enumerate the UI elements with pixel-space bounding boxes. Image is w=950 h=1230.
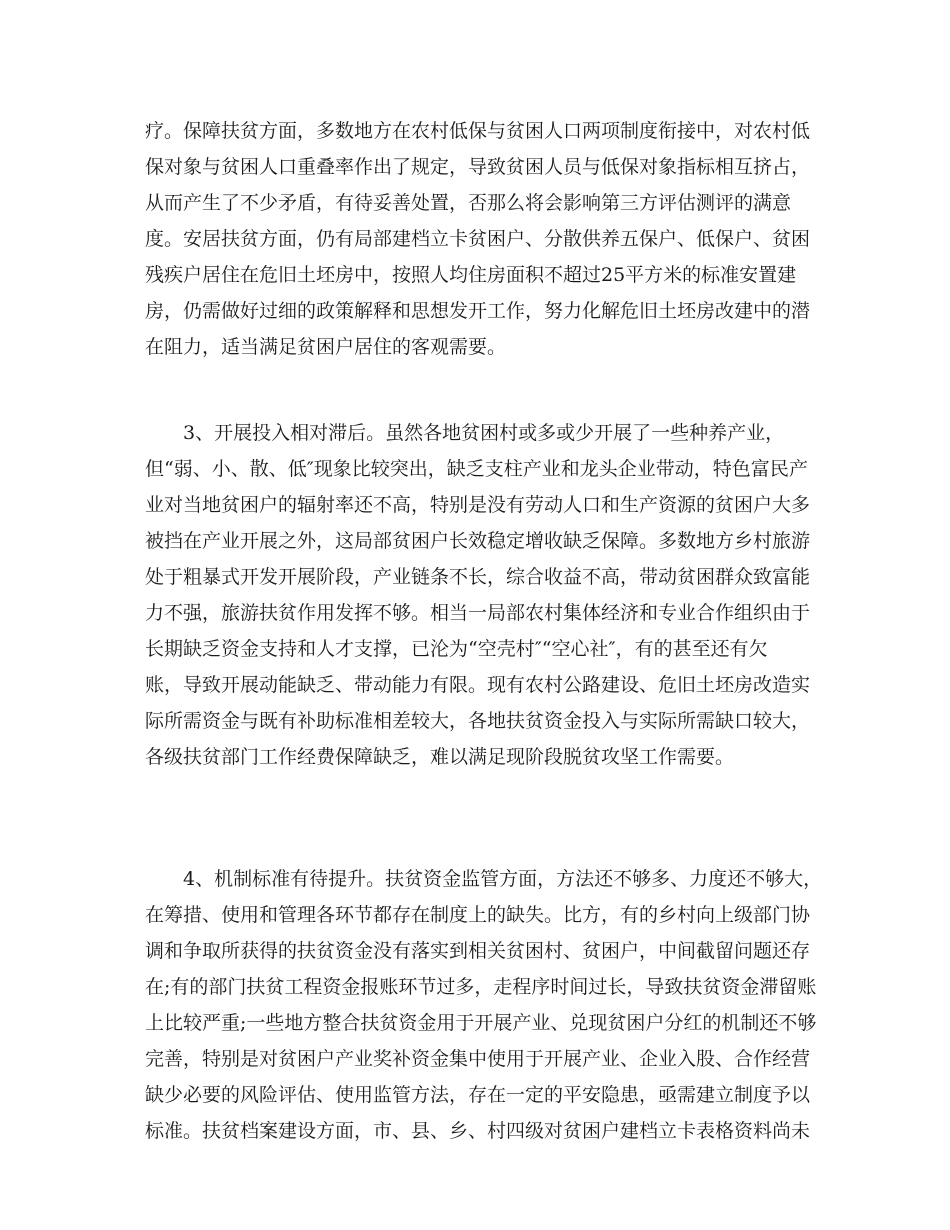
text-line: 在筹措、使用和管理各环节都存在制度上的缺失。比方，有的乡村向上级部门协 (145, 904, 811, 926)
paragraph-investment (145, 415, 815, 775)
text-line: 力不强，旅游扶贫作用发挥不够。相当一局部农村集体经济和专业合作组织由于 (145, 602, 811, 624)
text-line-first: 4、机制标准有待提升。扶贫资金监管方面，方法还不够多、力度还不够大， (183, 868, 823, 890)
paragraph-security-housing (145, 113, 815, 365)
text-line-first: 3、开展投入相对滞后。虽然各地贫困村或多或少开展了一些种养产业， (183, 422, 785, 444)
text-line: 长期缺乏资金支持和人才支撑，已沦为“空壳村″“空心社″，有的甚至还有欠 (145, 638, 768, 660)
text-line: 各级扶贫部门工作经费保障缺乏，难以满足现阶段脱贫攻坚工作需要。 (145, 746, 735, 768)
text-line: 在阻力，适当满足贫困户居住的客观需要。 (145, 336, 507, 358)
text-line: 但“弱、小、散、低″现象比较突出，缺乏支柱产业和龙头企业带动，特色富民产 (145, 458, 808, 480)
text-line: 从而产生了不少矛盾，有待妥善处置，否那么将会影响第三方评估测评的满意 (145, 192, 792, 214)
text-line: 标准。扶贫档案建设方面，市、县、乡、村四级对贫困户建档立卡表格资料尚未 (145, 1120, 811, 1142)
text-line: 上比较严重;一些地方整合扶贫资金用于开展产业、兑现贫困户分红的机制还不够 (145, 1012, 817, 1034)
text-line: 完善，特别是对贫困户产业奖补资金集中使用于开展产业、企业入股、合作经营 (145, 1048, 811, 1070)
text-line: 房，仍需做好过细的政策解释和思想发开工作，努力化解危旧土坯房改建中的潜 (145, 300, 811, 322)
text-line: 疗。保障扶贫方面，多数地方在农村低保与贫困人口两项制度衔接中，对农村低 (145, 120, 811, 142)
text-line: 业对当地贫困户的辐射率还不高，特别是没有劳动人口和生产资源的贫困户大多 (145, 494, 811, 516)
text-line: 调和争取所获得的扶贫资金没有落实到相关贫困村、贫困户，中间截留问题还存 (145, 940, 811, 962)
text-line: 账，导致开展动能缺乏、带动能力有限。现有农村公路建设、危旧土坯房改造实 (145, 674, 811, 696)
text-line: 际所需资金与既有补助标准相差较大，各地扶贫资金投入与实际所需缺口较大， (145, 710, 811, 732)
text-line: 被挡在产业开展之外，这局部贫困户长效稳定增收缺乏保障。多数地方乡村旅游 (145, 530, 811, 552)
text-line: 度。安居扶贫方面，仍有局部建档立卡贫困户、分散供养五保户、低保户、贫困 (145, 228, 811, 250)
text-line: 在;有的部门扶贫工程资金报账环节过多，走程序时间过长，导致扶贫资金滞留账 (145, 976, 817, 998)
text-line: 缺少必要的风险评估、使用监管方法，存在一定的平安隐患，亟需建立制度予以 (145, 1084, 811, 1106)
paragraph-mechanism (145, 861, 823, 1149)
text-line: 保对象与贫困人口重叠率作出了规定，导致贫困人员与低保对象指标相互挤占， (145, 156, 811, 178)
text-line: 处于粗暴式开发开展阶段，产业链条不长，综合收益不高，带动贫困群众致富能 (145, 566, 811, 588)
text-line: 残疾户居住在危旧土坯房中，按照人均住房面积不超过25平方米的标准安置建 (145, 264, 797, 286)
